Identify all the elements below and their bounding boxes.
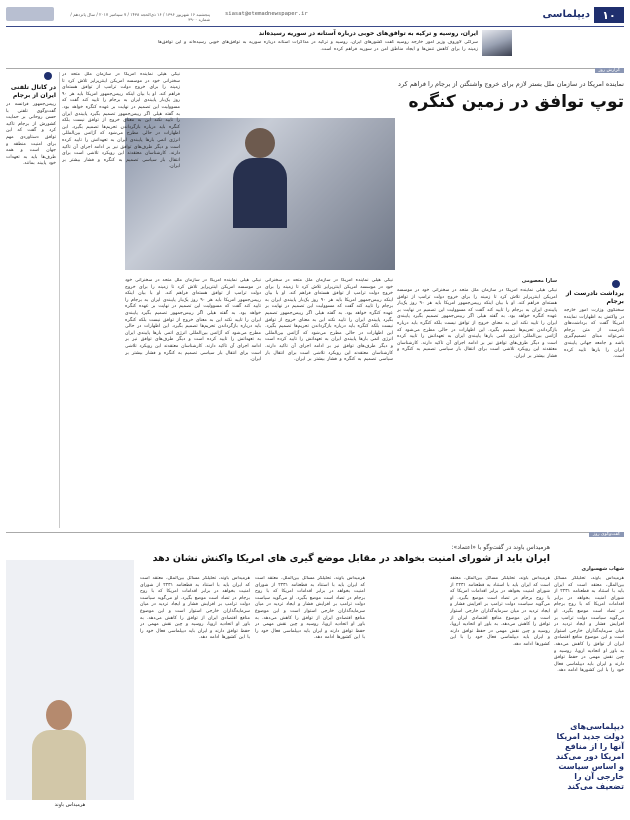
sidebar-body: سخنگوی وزارت امور خارجه در واکنش به اظهارات نماینده امریکا گفت که برداشت‌های نادرست از متن برجام نمی‌تواند مبنای تصمیم‌گیری باشد و جامعه جهانی پایبندی ایران را بارها تایید کرده است. [564, 308, 624, 360]
interview-photo [6, 560, 134, 800]
divider [6, 68, 624, 69]
article-col-4: نیکی هیلی نماینده امریکا در سازمان ملل متحد در سخنرانی خود در موسسه امریکن اینترپرایز تلاش کرد تا زمینه را برای خروج دولت ترامپ از توافق هسته‌ای فراهم کند. او با بیان اینکه رییس‌جمهور امریکا باید هر ۹۰ روز یک‌بار پایبندی ایران به برجام را تایید کند گفت که مسوولیت این تصمیم در نهایت بر عهده کنگره خواهد بود. به گفته هیلی اگر رییس‌جمهور تصمیم بگیرد پایبندی ایران را تایید نکند این به معنای خروج از توافق نیست بلکه کنگره باید درباره بازگرداندن تحریم‌ها تصمیم بگیرد. این اظهارات در حالی مطرح می‌شود که آژانس بین‌المللی انرژی اتمی بارها پایبندی ایران به تعهداتش را تایید کرده است و دیگر طرف‌های توافق نیز بر ادامه اجرای آن تاکید دارند. کارشناسان معتقدند این رویکرد تلاشی است برای انتقال بار سیاسی تصمیم به کنگره و فشار بیشتر بر ایران. [62, 72, 180, 170]
interview-col-4: هرمیداس باوند، تحلیلگر مسائل بین‌الملل، معتقد است که ایران باید با استناد به قطعنامه ۲۲۳۱ از شورای امنیت بخواهد در برابر اقدامات امریکا که با روح برجام در تضاد است موضع بگیرد. او می‌گوید سیاست دولت ترامپ بر افزایش فشار و ایجاد تردید در میان سرمایه‌گذاران خارجی استوار است و این موضوع منافع اقتصادی ایران از توافق را کاهش می‌دهد. به باور او اتحادیه اروپا، روسیه و چین نقش مهمی در حفظ توافق دارند و ایران باید دیپلماسی فعال خود را با این کشورها ادامه دهد. [140, 576, 250, 641]
sidebar-body: رییس‌جمهور فرانسه در گفت‌وگوی تلفنی با حسن روحانی بر حمایت کشورش از برجام تاکید کرد و گفت که این توافق دستاوردی مهم برای امنیت منطقه و جهان است و همه طرف‌ها باید به تعهدات خود پایبند بمانند. [6, 102, 56, 167]
article-col-3: نیکی هیلی نماینده امریکا در سازمان ملل متحد در سخنرانی خود در موسسه امریکن اینترپرایز تلاش کرد تا زمینه را برای خروج دولت ترامپ از توافق هسته‌ای فراهم کند. او با بیان اینکه رییس‌جمهور امریکا باید هر ۹۰ روز یک‌بار پایبندی ایران به برجام را تایید کند گفت که مسوولیت این تصمیم در نهایت بر عهده کنگره خواهد بود. به گفته هیلی اگر رییس‌جمهور تصمیم بگیرد پایبندی ایران را تایید نکند این به معنای خروج از توافق نیست بلکه کنگره باید درباره بازگرداندن تحریم‌ها تصمیم بگیرد. این اظهارات در حالی مطرح می‌شود که آژانس بین‌المللی انرژی اتمی بارها پایبندی ایران به تعهداتش را تایید کرده است و دیگر طرف‌های توافق نیز بر ادامه اجرای آن تاکید دارند. کارشناسان معتقدند این رویکرد تلاشی است برای انتقال بار سیاسی تصمیم به کنگره و فشار بیشتر بر ایران. [125, 278, 261, 363]
sidebar-badge [44, 72, 52, 80]
interview-headline: ایران باید از شورای امنیت بخواهد در مقابل موضع گیری های امریکا واکنش نشان دهد [152, 553, 550, 564]
sidebar-title: در کانال تلفنی ایران از برجام [10, 84, 56, 99]
sidebar-badge [612, 280, 620, 288]
pull-quote: دیپلماسی‌های دولت جدید امریکا آنها را از منافع امریکا دور می‌کند و اساس سیاست خارجی آن را تضعیف می‌کند [555, 722, 624, 791]
brief-title: ایران، روسیه و ترکیه به توافق‌های خوبی درباره آستانه در سوریه رسیده‌اند [258, 30, 478, 37]
interview-col-2: هرمیداس باوند، تحلیلگر مسائل بین‌الملل، معتقد است که ایران باید با استناد به قطعنامه ۲۲۳۱ از شورای امنیت بخواهد در برابر اقدامات امریکا که با روح برجام در تضاد است موضع بگیرد. او می‌گوید سیاست دولت ترامپ بر افزایش فشار و ایجاد تردید در میان سرمایه‌گذاران خارجی استوار است و این موضوع منافع اقتصادی ایران از توافق را کاهش می‌دهد. به باور او اتحادیه اروپا، روسیه و چین نقش مهمی در حفظ توافق دارند و ایران باید دیپلماسی فعال خود را با این کشورها ادامه دهد. [450, 576, 550, 647]
article-subtitle: نماینده امریکا در سازمان ملل بستر لازم برای خروج واشنگتن از برجام را فراهم کرد [398, 80, 624, 88]
photo-caption: هرمیداس باوند [54, 802, 86, 808]
kicker-interview: گفت‌وگوی روز [589, 532, 624, 537]
article-col-2: نیکی هیلی نماینده امریکا در سازمان ملل متحد در سخنرانی خود در موسسه امریکن اینترپرایز تلاش کرد تا زمینه را برای خروج دولت ترامپ از توافق هسته‌ای فراهم کند. او با بیان اینکه رییس‌جمهور امریکا باید هر ۹۰ روز یک‌بار پایبندی ایران به برجام را تایید کند گفت که مسوولیت این تصمیم در نهایت بر عهده کنگره خواهد بود. به گفته هیلی اگر رییس‌جمهور تصمیم بگیرد پایبندی ایران را تایید نکند این به معنای خروج از توافق نیست بلکه کنگره باید درباره بازگرداندن تحریم‌ها تصمیم بگیرد. این اظهارات در حالی مطرح می‌شود که آژانس بین‌المللی انرژی اتمی بارها پایبندی ایران به تعهداتش را تایید کرده است و دیگر طرف‌های توافق نیز بر ادامه اجرای آن تاکید دارند. کارشناسان معتقدند این رویکرد تلاشی است برای انتقال بار سیاسی تصمیم به کنگره و فشار بیشتر بر ایران. [265, 278, 393, 363]
author-name: سارا معصومی [521, 278, 557, 284]
article-col-1: نیکی هیلی نماینده امریکا در سازمان ملل متحد در سخنرانی خود در موسسه امریکن اینترپرایز تلاش کرد تا زمینه را برای خروج دولت ترامپ از توافق هسته‌ای فراهم کند. او با بیان اینکه رییس‌جمهور امریکا باید هر ۹۰ روز یک‌بار پایبندی ایران به برجام را تایید کند گفت که مسوولیت این تصمیم در نهایت بر عهده کنگره خواهد بود. به گفته هیلی اگر رییس‌جمهور تصمیم بگیرد پایبندی ایران را تایید نکند این به معنای خروج از توافق نیست بلکه کنگره باید درباره بازگرداندن تحریم‌ها تصمیم بگیرد. این اظهارات در حالی مطرح می‌شود که آژانس بین‌المللی انرژی اتمی بارها پایبندی ایران به تعهداتش را تایید کرده است و دیگر طرف‌های توافق نیز بر ادامه اجرای آن تاکید دارند. کارشناسان معتقدند این رویکرد تلاشی است برای انتقال بار سیاسی تصمیم به کنگره و فشار بیشتر بر ایران. [397, 288, 557, 359]
interview-col-1: هرمیداس باوند، تحلیلگر مسائل بین‌الملل، معتقد است که ایران باید با استناد به قطعنامه ۲۲۳۱ از شورای امنیت بخواهد در برابر اقدامات امریکا که با روح برجام در تضاد است موضع بگیرد. او می‌گوید سیاست دولت ترامپ بر افزایش فشار و ایجاد تردید در میان سرمایه‌گذاران خارجی استوار است و این موضوع منافع اقتصادی ایران از توافق را کاهش می‌دهد. به باور او اتحادیه اروپا، روسیه و چین نقش مهمی در حفظ توافق دارند و ایران باید دیپلماسی فعال خود را با این کشورها ادامه دهد. [554, 576, 624, 674]
interview-author: شهاب شهسواری [581, 566, 624, 572]
sidebar-title: برداشت نادرست از برجام [565, 290, 624, 305]
date-line: پنجشنبه ۱۶ شهریور ۱۳۹۶ / ۱۶ ذی‌الحجه ۱۴۳۸ / ۷ سپتامبر ۲۰۱۷ / سال پانزدهم / شماره ۳۹۰۰ [70, 12, 210, 22]
interview-subtitle: هرمیداس باوند در گفت‌وگو با «اعتماد»: [451, 544, 550, 551]
section-email: siasat@etemadnewspaper.ir [225, 11, 308, 17]
divider [6, 532, 624, 533]
brief-body: سرگئی لاوروف وزیر امور خارجه روسیه گفت کشورهای ایران، روسیه و ترکیه در مذاکرات آستانه درباره سوریه به توافق‌های خوبی رسیده‌اند و این توافق‌ها زمینه را برای کاهش تنش‌ها و ایجاد مناطق امن در سوریه فراهم کرده است. [158, 40, 478, 52]
kicker-report: گزارش روز [595, 68, 625, 73]
article-headline: توپ توافق در زمین کنگره [408, 92, 624, 112]
section-title: دیپلماسی [542, 9, 590, 20]
brief-photo [482, 30, 512, 56]
column-rule [59, 72, 60, 528]
page-number: ۱۰ [594, 7, 624, 23]
interview-col-3: هرمیداس باوند، تحلیلگر مسائل بین‌الملل، معتقد است که ایران باید با استناد به قطعنامه ۲۲۳۱ از شورای امنیت بخواهد در برابر اقدامات امریکا که با روح برجام در تضاد است موضع بگیرد. او می‌گوید سیاست دولت ترامپ بر افزایش فشار و ایجاد تردید در میان سرمایه‌گذاران خارجی استوار است و این موضوع منافع اقتصادی ایران از توافق را کاهش می‌دهد. به باور او اتحادیه اروپا، روسیه و چین نقش مهمی در حفظ توافق دارند و ایران باید دیپلماسی فعال خود را با این کشورها ادامه دهد. [255, 576, 365, 641]
newspaper-logo [6, 7, 54, 21]
